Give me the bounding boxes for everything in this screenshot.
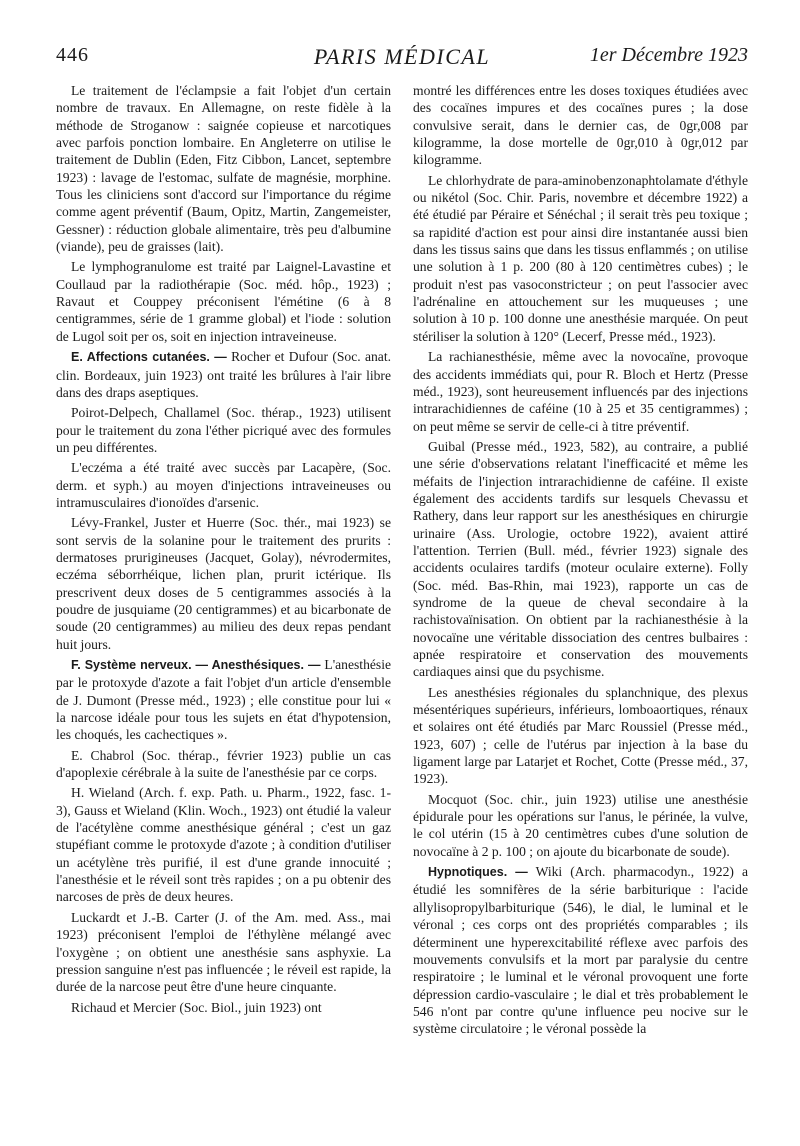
paragraph xyxy=(56,656,391,744)
paragraph-text: Wiki (Arch. pharmacodyn., 1922) a étudié les somnifères de la série barbiturique : l'acide allylisopropylbarbiturique (546), le dial, le luminal et le véronal ; ces corps ont des propriétés comparables ; ils déterminent une hyperexcitabilité réflexe avec parfois des mouvements convulsifs et la mort par paralysie du centre respiratoire ; le luminal et le véronal provoquent une forte dépression cardio-vasculaire ; le dial et très probablement le 546 n'ont par contre qu'une influence peu nocive sur le système circulatoire ; le véronal possède la xyxy=(413,864,748,1037)
section-heading: F. Système nerveux. — Anesthésiques. — xyxy=(71,658,321,672)
paragraph: E. Chabrol (Soc. thérap., février 1923) publie un cas d'apoplexie cérébrale à la suite de l'anesthésie par ce corps. xyxy=(56,747,391,781)
issue-date: 1er Décembre 1923 xyxy=(589,44,748,66)
paragraph: La rachianesthésie, même avec la novocaïne, provoque des accidents immédiats qui, pour R. Bloch et Hertz (Presse méd., 1923), sont heureusement influencés par des injections intrarachidiennes de caféine (10 à 25 et 35 centigrammes) ; on peut même se servir de celle-ci à titre préventif. xyxy=(413,349,748,434)
section-heading: E. Affections cutanées. — xyxy=(71,350,227,365)
paragraph-text: Rocher et Dufour (Soc. anat. clin. Bordeaux, juin 1923) ont traité les brûlures à l'air libre dans des draps aseptiques. xyxy=(56,349,391,400)
paragraph xyxy=(413,863,748,1037)
paragraph: Le chlorhydrate de para-aminobenzonaphtolamate d'éthyle ou nikétol (Soc. Chir. Paris, novembre et décembre 1922) a été étudié par Péraire et Sénéchal ; il serait très peu toxique ; sa rapidité d'action est pour ainsi dire instantanée aussi bien dans les tissus sains que dans les tissus enflammés ; on utilise une solution à 1 p. 200 (80 à 120 centimètres cubes) ; le produit n'est pas vasoconstricteur ; on peut l'associer avec l'adrénaline en attouchement sur les muqueuses ; une solution à 10 p. 100 donne une anesthésie marquée. On peut stériliser la solution à 120° (Lecerf, Presse méd., 1923). xyxy=(413,172,748,344)
paragraph: montré les différences entre les doses toxiques étudiées avec des cocaïnes impures et des cocaïnes pures ; la dose convulsive serait, dans le dernier cas, de 0gr,008 par kilogramme, la dose mortelle de 0gr,010 à 0gr,012 par kilogramme. xyxy=(413,83,748,168)
paragraph: L'eczéma a été traité avec succès par Lacapère, (Soc. derm. et syph.) au moyen d'injections intraveineuses ou intramusculaires d'ionoïdes d'arsenic. xyxy=(56,460,391,510)
paragraph-text: L'anesthésie par le protoxyde d'azote a fait l'objet d'un article d'ensemble de J. Dumont (Presse méd., 1923) ; elle constitue pour lui « la narcose idéale pour tous les sujets en état d'hypotension, les choqués, les cachectiques ». xyxy=(56,657,392,743)
paragraph: Luckardt et J.-B. Carter (J. of the Am. med. Ass., mai 1923) préconisent l'emploi de l'éthylène mélangé avec l'oxygène ; on obtient une anesthésie sans asphyxie. La pression sanguine n'est pas influencée ; le réveil est rapide, la durée de la narcose peut être d'une heure cinquante. xyxy=(56,909,391,995)
journal-title: PARIS MÉDICAL xyxy=(313,44,491,69)
paragraph: Mocquot (Soc. chir., juin 1923) utilise une anesthésie épidurale pour les opérations sur l'anus, le périnée, la vulve, le col utérin (15 à 20 centimètres cubes d'une solution de novocaïne à 2 p. 100 ; on ajoute du bicarbonate de soude). xyxy=(413,791,748,859)
page-header xyxy=(56,44,748,76)
paragraph: Poirot-Delpech, Challamel (Soc. thérap., 1923) utilisent pour le traitement du zona l'éther picriqué avec des formules un peu différentes. xyxy=(56,405,391,455)
paragraph: Guibal (Presse méd., 1923, 582), au contraire, a publié une série d'observations relatant l'inefficacité et même les méfaits de l'injection intrarachidienne de caféine. Il existe également des accidents tardifs sur lesquels Chevassu et Rathery, dans leur rapport sur les anesthésiques en chirurgie urinaire (Ass. Urologie, octobre 1922), avaient attiré l'attention. Terrien (Bull. méd., février 1923) signale des accidents oculaires tardifs (moteur oculaire externe). Folly (Soc. méd. Bas-Rhin, mai 1923), rapporte un cas de syndrome de la queue de cheval secondaire à la rachistovaïnisation. On obtient par la rachianesthésie à la novocaïne une véritable dissociation des centres bulbaires : apnée respiratoire et conservation des mouvements cardiaques ainsi que du psychisme. xyxy=(413,438,748,680)
paragraph: Les anesthésies régionales du splanchnique, des plexus mésentériques supérieurs, inférieurs, lomboaortiques, rénaux et solaires ont été étudiés par Marc Roussiel (Presse méd., 1923, 607) ; celle de l'utérus par injection à la base du ligament large par Latarjet et Rochet, Cotte (Presse méd., 37, 1923). xyxy=(413,684,748,787)
paragraph xyxy=(56,348,391,401)
section-heading: Hypnotiques. — xyxy=(428,865,528,880)
paragraph: H. Wieland (Arch. f. exp. Path. u. Pharm., 1922, fasc. 1-3), Gauss et Wieland (Klin. Woch., 1923) ont étudié la valeur de l'acétylène comme anesthésique général ; c'est un gaz stupéfiant comme le protoxyde d'azote ; à condition d'utiliser un acétylène très purifié, il est d'une grande innocuité ; l'anesthésie et le réveil sont très rapides ; on a pu obtenir des narcoses de près de deux heures. xyxy=(56,785,391,905)
paragraph: Le lymphogranulome est traité par Laignel-Lavastine et Coullaud par la radiothérapie (Soc. méd. hôp., 1923) ; Ravaut et Couppey préconisent l'émétine (6 à 8 centigrammes, série de 1 gramme global) et l'iode : solution de Lugol soit per os, soit en injection intraveineuse. xyxy=(56,259,391,344)
right-column xyxy=(413,82,748,1122)
paragraph: Richaud et Mercier (Soc. Biol., juin 1923) ont xyxy=(71,999,322,1015)
page-number: 446 xyxy=(56,44,89,66)
paragraph: Lévy-Frankel, Juster et Huerre (Soc. thér., mai 1923) se sont servis de la solanine pour le traitement des prurits : dermatoses prurigineuses (Jacquet, Golay), névrodermites, eczéma séborrhéique, lichen plan, prurit ictérique. Ils prescrivent deux doses de 5 centigrammes associés à la poudre de jusquiame (20 centigrammes) et au bicarbonate de soude (20 centigrammes) au milieu des deux repas pendant huit jours. xyxy=(56,515,391,652)
left-column xyxy=(56,82,391,1122)
article-body xyxy=(56,82,748,1122)
paragraph: Le traitement de l'éclampsie a fait l'objet d'un certain nombre de travaux. En Allemagne, on reste fidèle à la méthode de Stroganow : saignée copieuse et narcotiques avec parfois ponction lombaire. En Angleterre on utilise le traitement de Dublin (Eden, Fitz Cibbon, Lancet, septembre 1923) : lavage de l'estomac, sulfate de magnésie, morphine. Tous les cliniciens sont d'accord sur l'importance du régime comme agent préventif (Baum, Opitz, Martin, Zangemeister, Gessner) : réduction globale alimentaire, très peu d'albumine (viande), peu de graisses (lait). xyxy=(56,83,391,255)
